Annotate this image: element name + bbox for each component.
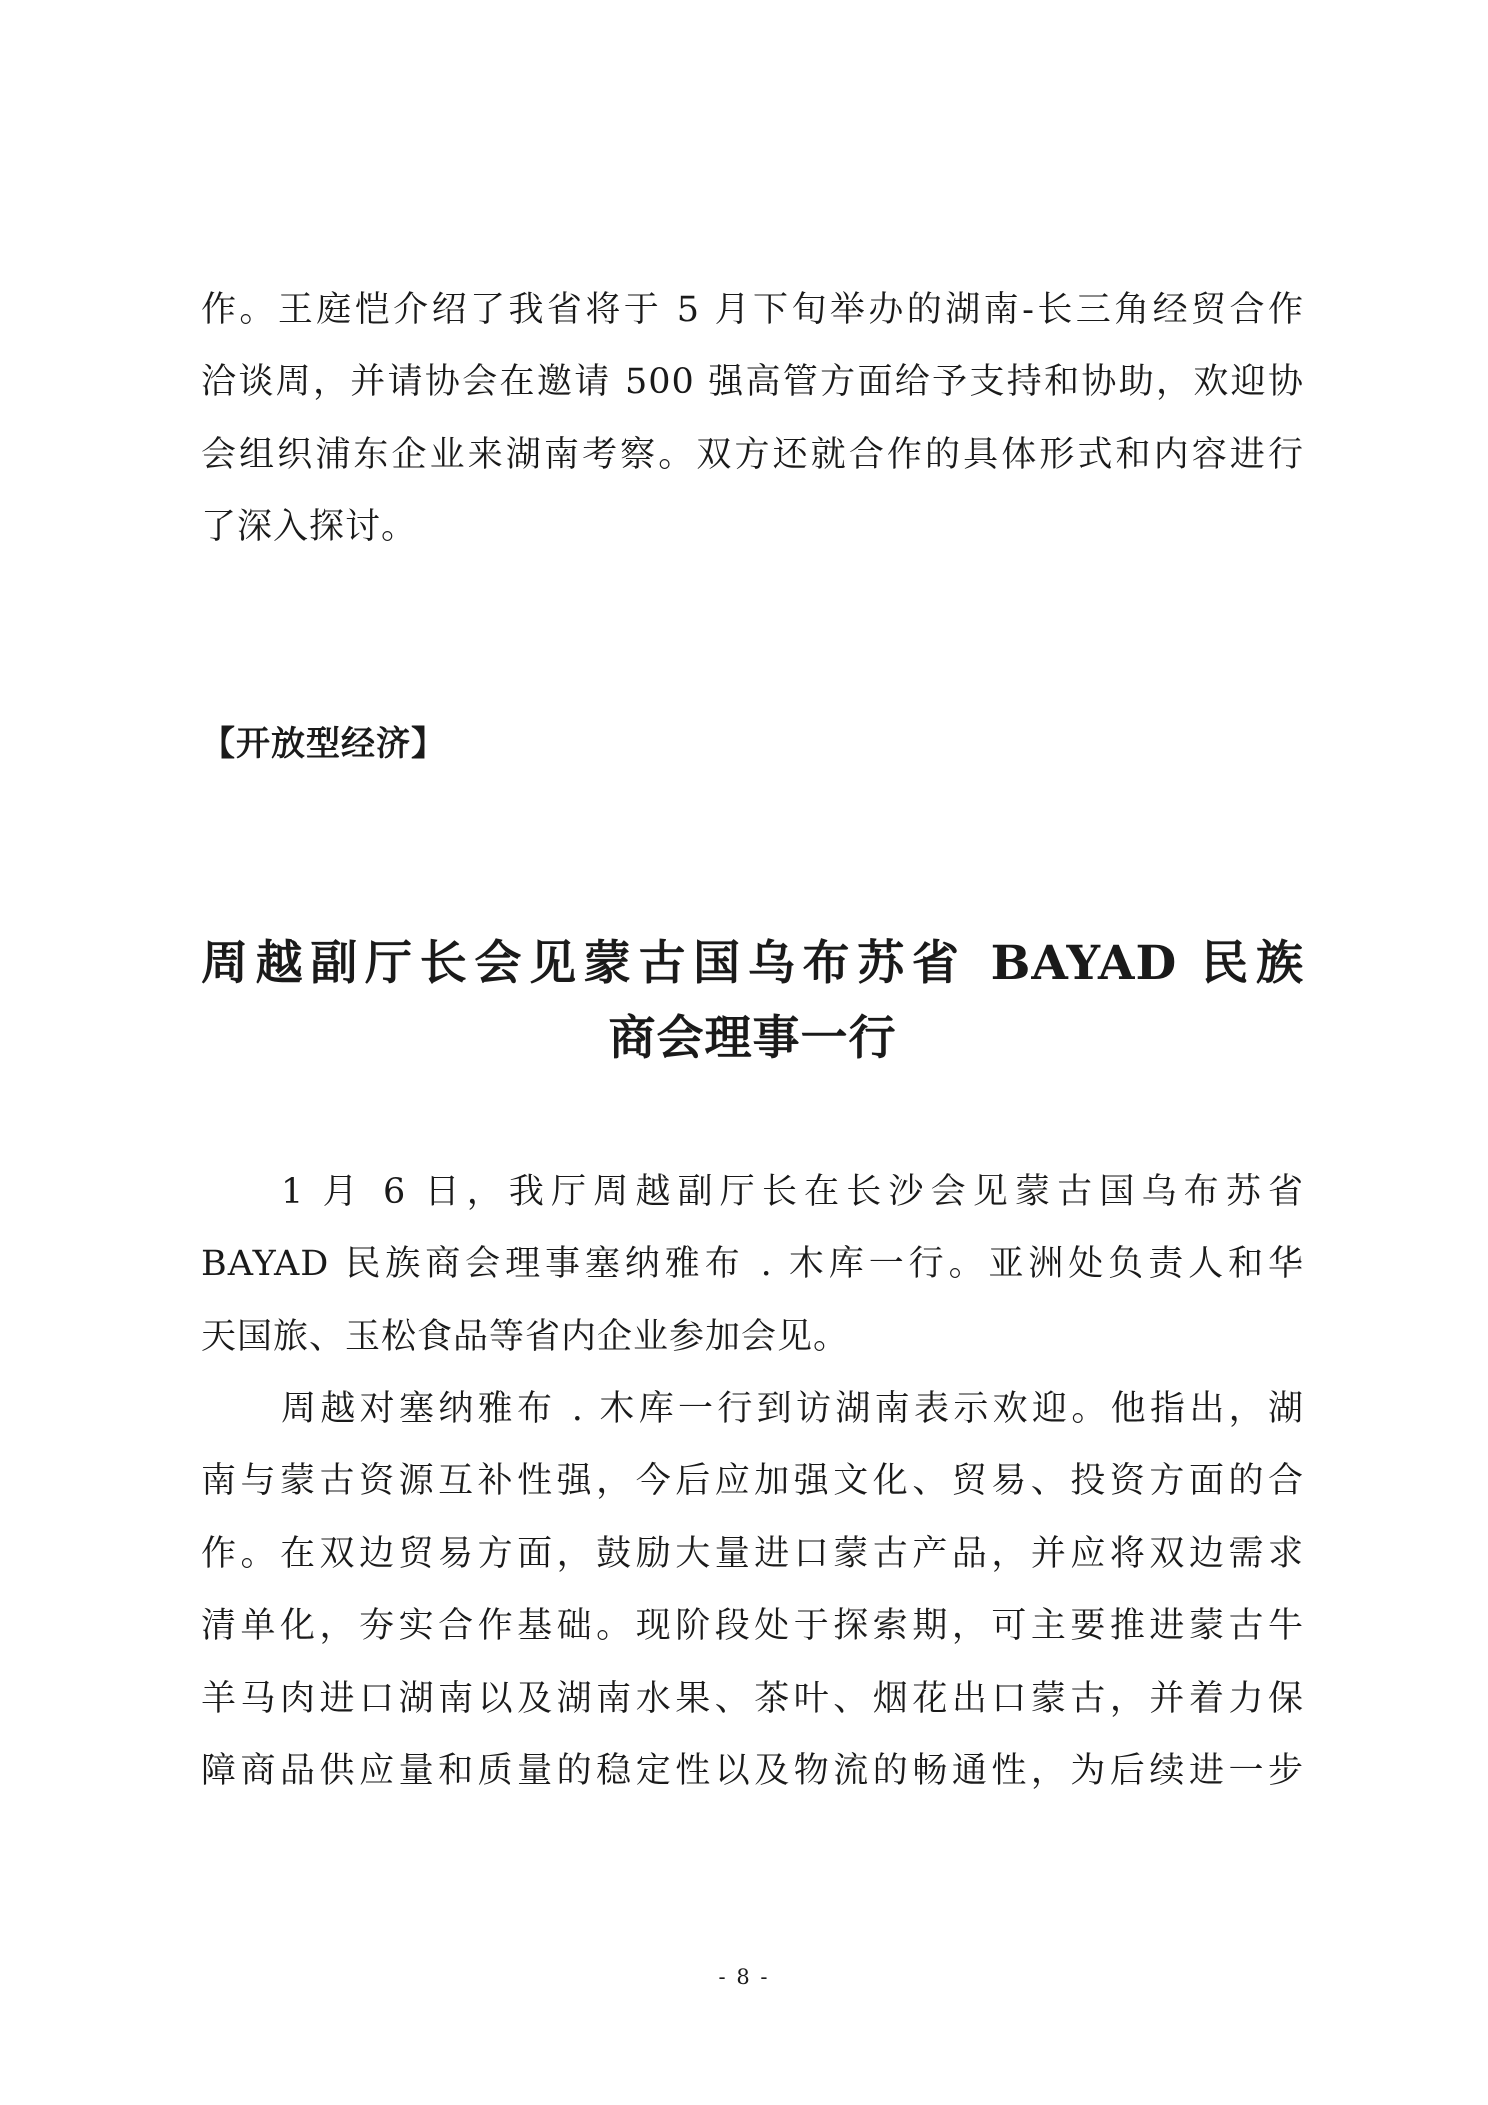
paragraph-2-line-2: 南与蒙古资源互补性强，今后应加强文化、贸易、投资方面的合 (201, 1461, 1304, 1501)
paragraph-2-line-3: 作。在双边贸易方面，鼓励大量进口蒙古产品，并应将双边需求 (201, 1534, 1304, 1574)
intro-line-4: 了深入探讨。 (201, 507, 418, 547)
article-title-line-2: 商会理事一行 (608, 1011, 897, 1066)
intro-line-3: 会组织浦东企业来湖南考察。双方还就合作的具体形式和内容进行 (201, 435, 1304, 475)
intro-line-2: 洽谈周，并请协会在邀请 500 强高管方面给予支持和协助，欢迎协 (201, 362, 1304, 402)
paragraph-2-line-6: 障商品供应量和质量的稳定性以及物流的畅通性，为后续进一步 (201, 1751, 1304, 1791)
page-number: - 8 - (718, 1965, 770, 1989)
article-title-line-1: 周越副厅长会见蒙古国乌布苏省 BAYAD 民族 (201, 936, 1304, 991)
intro-line-1: 作。王庭恺介绍了我省将于 5 月下旬举办的湖南-长三角经贸合作 (201, 290, 1304, 330)
paragraph-2-line-5: 羊马肉进口湖南以及湖南水果、茶叶、烟花出口蒙古，并着力保 (201, 1679, 1304, 1719)
section-label: 【开放型经济】 (201, 724, 446, 764)
paragraph-2-line-1: 周越对塞纳雅布 . 木库一行到访湖南表示欢迎。他指出，湖 (281, 1389, 1304, 1429)
paragraph-2-line-4: 清单化，夯实合作基础。现阶段处于探索期，可主要推进蒙古牛 (201, 1606, 1304, 1646)
paragraph-1-line-3: 天国旅、玉松食品等省内企业参加会见。 (201, 1317, 850, 1357)
paragraph-1-line-2: BAYAD 民族商会理事塞纳雅布 . 木库一行。亚洲处负责人和华 (201, 1244, 1304, 1284)
paragraph-1-line-1: 1 月 6 日，我厅周越副厅长在长沙会见蒙古国乌布苏省 (281, 1172, 1304, 1212)
